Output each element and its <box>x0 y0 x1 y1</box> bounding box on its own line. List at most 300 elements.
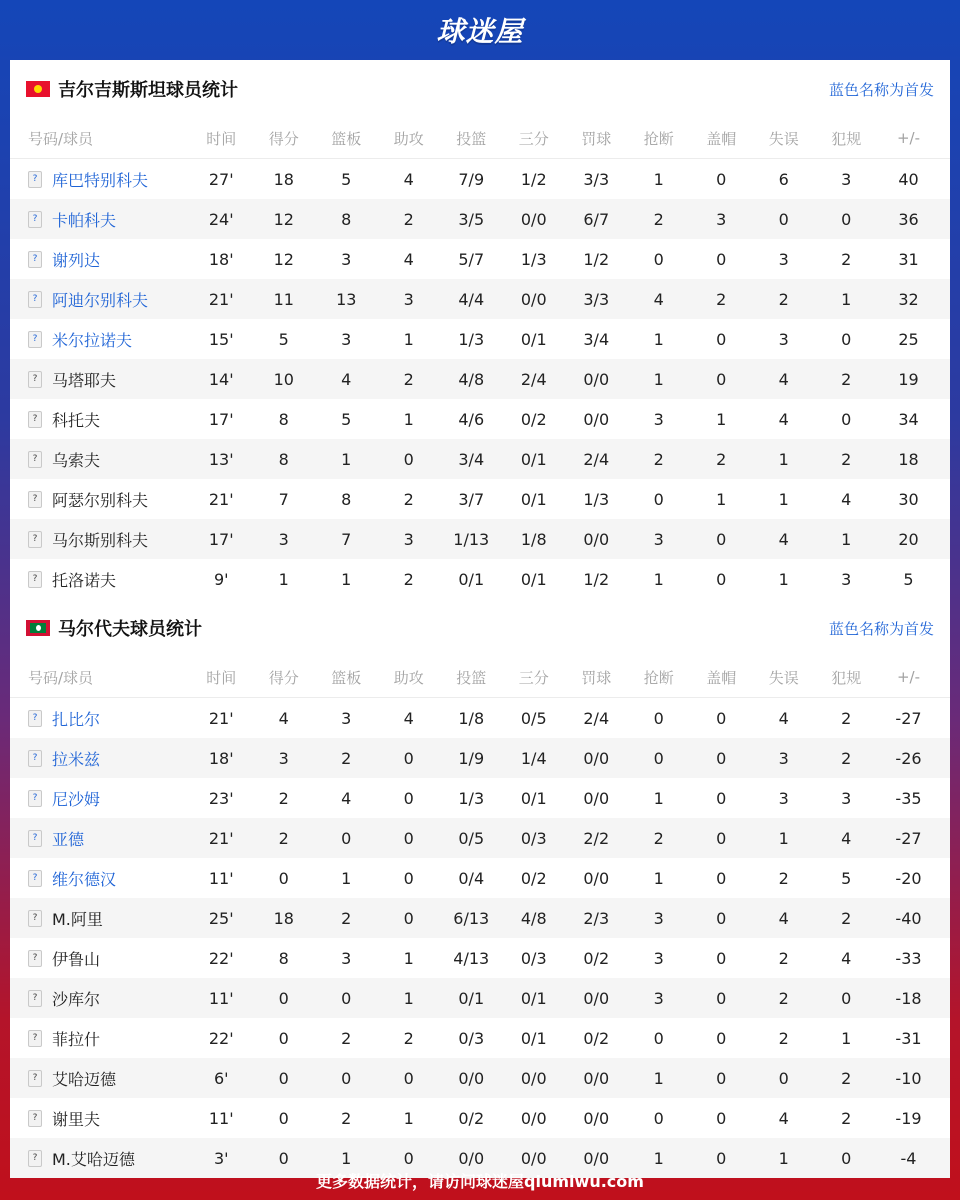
stat-cell: 2 <box>341 1028 352 1048</box>
stat-cell: 2 <box>778 988 789 1008</box>
player-cell <box>10 488 190 511</box>
stat-cell: 8 <box>278 449 289 469</box>
stat-cell: 8 <box>341 209 352 229</box>
column-header: 时间 <box>206 668 237 687</box>
stat-cell: 8 <box>278 948 289 968</box>
app-header <box>0 0 960 60</box>
stat-cell: 0/0 <box>583 529 610 549</box>
column-header: 失误 <box>768 668 799 687</box>
stat-cell: 0 <box>278 988 289 1008</box>
player-cell <box>10 787 190 810</box>
stat-cell: 11' <box>208 988 234 1008</box>
stat-cell: 18 <box>898 449 919 469</box>
player-cell <box>10 408 190 431</box>
table-row[interactable] <box>10 319 950 359</box>
kyrgyzstan-flag-icon <box>26 81 50 97</box>
stat-cell: 0 <box>278 1068 289 1088</box>
stat-cell: 1 <box>778 449 789 469</box>
stat-cell: 0/1 <box>520 988 547 1008</box>
stat-cell: 18 <box>273 169 294 189</box>
section-header <box>10 60 950 118</box>
stat-cell: 1/8 <box>458 708 485 728</box>
column-header: 得分 <box>268 668 299 687</box>
stat-cell: 4 <box>403 169 414 189</box>
stat-cell: 2 <box>403 489 414 509</box>
player-name[interactable]: 谢里夫 <box>52 1109 101 1129</box>
stat-cell: 23' <box>208 788 234 808</box>
stat-cell: 0 <box>778 209 789 229</box>
stat-cell: 0/0 <box>583 1108 610 1128</box>
player-cell <box>10 907 190 930</box>
column-header: 盖帽 <box>706 668 737 687</box>
stat-cell: -26 <box>895 748 922 768</box>
table-row[interactable] <box>10 479 950 519</box>
stat-cell: 4 <box>778 908 789 928</box>
stat-cell: 22' <box>208 948 234 968</box>
player-name[interactable]: 伊鲁山 <box>52 949 101 969</box>
table-row[interactable] <box>10 519 950 559</box>
stat-cell: 0/5 <box>520 708 547 728</box>
footer-banner <box>0 1160 960 1200</box>
player-name[interactable]: 马塔耶夫 <box>52 370 117 390</box>
stat-cell: 0 <box>716 708 727 728</box>
table-row[interactable] <box>10 359 950 399</box>
stat-cell: 2 <box>778 289 789 309</box>
stat-cell: 25 <box>898 329 919 349</box>
stat-cell: 1 <box>653 569 664 589</box>
column-header: 抢断 <box>643 129 674 148</box>
stat-cell: 0 <box>341 1068 352 1088</box>
player-avatar-icon: ? <box>28 171 42 188</box>
stat-cell: 2 <box>841 249 852 269</box>
stat-cell: 2/4 <box>583 708 610 728</box>
stat-cell: 5 <box>341 169 352 189</box>
stat-cell: 15' <box>208 329 234 349</box>
stat-cell: 0 <box>716 1148 727 1168</box>
stat-cell: 0/0 <box>583 868 610 888</box>
player-cell <box>10 987 190 1010</box>
column-header: +/- <box>896 129 921 147</box>
player-name[interactable]: 维尔德汉 <box>52 869 117 889</box>
player-name[interactable]: 马尔斯别科夫 <box>52 530 149 550</box>
stat-cell: 1 <box>778 1148 789 1168</box>
stat-cell: -10 <box>895 1068 922 1088</box>
stat-cell: 1/4 <box>520 748 547 768</box>
stat-cell: 1 <box>653 329 664 349</box>
stat-cell: 1 <box>403 948 414 968</box>
stat-cell: 2/2 <box>583 828 610 848</box>
player-avatar-icon: ? <box>28 451 42 468</box>
stat-cell: 18 <box>273 908 294 928</box>
player-cell <box>10 827 190 850</box>
stat-cell: 6/13 <box>453 908 490 928</box>
site-logo[interactable]: 球迷屋 <box>436 15 524 48</box>
team-title: 马尔代夫球员统计 <box>58 619 202 640</box>
stat-cell: 0/2 <box>520 409 547 429</box>
stat-cell: 4 <box>841 828 852 848</box>
stat-cell: 3 <box>841 169 852 189</box>
column-header: 三分 <box>518 129 549 148</box>
stat-cell: 0 <box>716 169 727 189</box>
team-section <box>10 60 950 599</box>
table-row[interactable] <box>10 778 950 818</box>
player-cell <box>10 528 190 551</box>
stat-cell: -31 <box>895 1028 922 1048</box>
table-row[interactable] <box>10 439 950 479</box>
stat-cell: 0 <box>716 908 727 928</box>
stat-cell: 0 <box>278 1108 289 1128</box>
stat-cell: 0/0 <box>583 1068 610 1088</box>
stats-card <box>10 60 950 1169</box>
stat-cell: 2/3 <box>583 908 610 928</box>
stat-cell: 2 <box>278 828 289 848</box>
stat-cell: 19 <box>898 369 919 389</box>
player-cell <box>10 568 190 591</box>
stat-cell: 0/1 <box>520 329 547 349</box>
stat-cell: 12 <box>273 249 294 269</box>
stat-cell: 0/0 <box>520 1108 547 1128</box>
stat-cell: 0/2 <box>520 868 547 888</box>
column-header: 投篮 <box>456 668 487 687</box>
stat-cell: 0/5 <box>458 828 485 848</box>
stat-cell: 0 <box>403 828 414 848</box>
stat-cell: 21' <box>208 708 234 728</box>
player-name[interactable]: 谢列达 <box>52 250 101 270</box>
player-avatar-icon: ? <box>28 211 42 228</box>
stat-cell: 1 <box>403 988 414 1008</box>
stat-cell: 1 <box>653 1148 664 1168</box>
stat-cell: 13 <box>336 289 357 309</box>
stat-cell: 13' <box>208 449 234 469</box>
stat-cell: 2/4 <box>520 369 547 389</box>
stat-cell: -19 <box>895 1108 922 1128</box>
stat-cell: 0/0 <box>520 209 547 229</box>
stat-cell: 0/3 <box>520 948 547 968</box>
player-name[interactable]: 托洛诺夫 <box>52 570 117 590</box>
table-row[interactable] <box>10 898 950 938</box>
table-row[interactable] <box>10 938 950 978</box>
stat-cell: 7 <box>341 529 352 549</box>
stat-cell: 0/0 <box>458 1148 485 1168</box>
stat-cell: 0 <box>341 988 352 1008</box>
player-cell <box>10 747 190 770</box>
stat-cell: 1/3 <box>458 329 485 349</box>
player-name[interactable]: 菲拉什 <box>52 1029 101 1049</box>
player-name[interactable]: M.艾哈迈德 <box>52 1149 135 1169</box>
stat-cell: 11 <box>273 289 294 309</box>
stat-cell: 4 <box>841 489 852 509</box>
stat-cell: 4 <box>341 369 352 389</box>
player-name[interactable]: 卡帕科夫 <box>52 210 117 230</box>
stat-cell: -20 <box>895 868 922 888</box>
stat-cell: 0 <box>653 249 664 269</box>
stat-cell: 3/5 <box>458 209 485 229</box>
stat-cell: 0 <box>403 788 414 808</box>
stat-cell: 5 <box>841 868 852 888</box>
stat-cell: 2 <box>403 209 414 229</box>
stat-cell: 2 <box>778 868 789 888</box>
stat-cell: 0 <box>403 868 414 888</box>
stat-cell: 30 <box>898 489 919 509</box>
table-row[interactable] <box>10 559 950 599</box>
stat-cell: 3 <box>778 748 789 768</box>
table-row[interactable] <box>10 1018 950 1058</box>
column-header: 号码/球员 <box>28 129 94 148</box>
stat-cell: 1 <box>653 868 664 888</box>
stat-cell: 1 <box>716 409 727 429</box>
stat-cell: 4 <box>778 1108 789 1128</box>
stat-cell: 2 <box>716 449 727 469</box>
column-header: 号码/球员 <box>28 668 94 687</box>
stat-cell: 1/3 <box>520 249 547 269</box>
stat-cell: 4 <box>778 529 789 549</box>
stat-cell: -40 <box>895 908 922 928</box>
stat-cell: 0 <box>716 1068 727 1088</box>
column-header: 罚球 <box>581 129 612 148</box>
stat-cell: 1/3 <box>458 788 485 808</box>
table-row[interactable] <box>10 738 950 778</box>
stat-cell: 1 <box>653 1068 664 1088</box>
stat-cell: 0/0 <box>583 409 610 429</box>
player-name[interactable]: 扎比尔 <box>52 709 101 729</box>
stat-cell: 1 <box>841 1028 852 1048</box>
stat-cell: 2 <box>341 1108 352 1128</box>
table-row[interactable] <box>10 858 950 898</box>
stat-cell: 0 <box>841 409 852 429</box>
table-row[interactable] <box>10 698 950 738</box>
stat-cell: 1/2 <box>583 249 610 269</box>
stat-cell: 0/1 <box>458 569 485 589</box>
team-title: 吉尔吉斯斯坦球员统计 <box>58 80 238 101</box>
player-table <box>10 159 950 599</box>
stat-cell: 4/4 <box>458 289 485 309</box>
player-cell <box>10 168 190 191</box>
stat-cell: 0 <box>716 1108 727 1128</box>
stat-cell: 2 <box>341 908 352 928</box>
stat-cell: 3 <box>841 569 852 589</box>
stat-cell: 0 <box>278 1148 289 1168</box>
stat-cell: 4 <box>653 289 664 309</box>
stat-cell: -33 <box>895 948 922 968</box>
stat-cell: -18 <box>895 988 922 1008</box>
stat-cell: 5 <box>278 329 289 349</box>
column-header: 失误 <box>768 129 799 148</box>
stat-cell: 20 <box>898 529 919 549</box>
player-name[interactable]: 拉米兹 <box>52 749 101 769</box>
table-row[interactable] <box>10 239 950 279</box>
player-name[interactable]: M.阿里 <box>52 909 103 929</box>
stat-cell: 40 <box>898 169 919 189</box>
stat-cell: 3 <box>653 529 664 549</box>
stat-cell: 18' <box>208 249 234 269</box>
stat-cell: 0/1 <box>520 788 547 808</box>
stat-cell: 1 <box>653 369 664 389</box>
stat-cell: 0 <box>653 489 664 509</box>
stat-cell: 0 <box>716 529 727 549</box>
stat-cell: 0 <box>653 708 664 728</box>
stat-cell: 0 <box>653 1028 664 1048</box>
player-avatar-icon: ? <box>28 1150 42 1167</box>
column-header: 犯规 <box>831 129 862 148</box>
stat-cell: 2/4 <box>583 449 610 469</box>
stat-cell: 2 <box>778 1028 789 1048</box>
stat-cell: 1 <box>841 529 852 549</box>
stat-cell: 5 <box>341 409 352 429</box>
player-name[interactable]: 科托夫 <box>52 410 101 430</box>
player-cell <box>10 867 190 890</box>
stat-cell: 2 <box>841 449 852 469</box>
stat-cell: 10 <box>273 369 294 389</box>
column-header: 抢断 <box>643 668 674 687</box>
player-avatar-icon: ? <box>28 251 42 268</box>
stat-cell: 0/0 <box>583 369 610 389</box>
stat-cell: 2 <box>653 209 664 229</box>
stat-cell: 0/0 <box>520 289 547 309</box>
table-row[interactable] <box>10 1058 950 1098</box>
stat-cell: 0 <box>778 1068 789 1088</box>
player-name[interactable]: 艾哈迈德 <box>52 1069 117 1089</box>
stat-cell: 5/7 <box>458 249 485 269</box>
stat-cell: 1 <box>341 868 352 888</box>
player-avatar-icon: ? <box>28 750 42 767</box>
stat-cell: 8 <box>341 489 352 509</box>
stat-cell: 8 <box>278 409 289 429</box>
stat-cell: 0/3 <box>520 828 547 848</box>
player-name[interactable]: 沙库尔 <box>52 989 101 1009</box>
stat-cell: 1 <box>778 569 789 589</box>
stat-cell: 0 <box>278 1028 289 1048</box>
stat-cell: 1/3 <box>583 489 610 509</box>
stat-cell: 17' <box>208 409 234 429</box>
player-name[interactable]: 乌索夫 <box>52 450 101 470</box>
stat-cell: 0/1 <box>520 569 547 589</box>
stat-cell: 1 <box>403 329 414 349</box>
stat-cell: 12 <box>273 209 294 229</box>
stat-cell: 24' <box>208 209 234 229</box>
player-cell <box>10 448 190 471</box>
stat-cell: 4/8 <box>520 908 547 928</box>
stat-cell: 0 <box>403 748 414 768</box>
stat-cell: 3/4 <box>583 329 610 349</box>
stat-cell: 0/1 <box>520 449 547 469</box>
stat-cell: 3 <box>778 788 789 808</box>
column-header: 得分 <box>268 129 299 148</box>
stat-cell: 3 <box>653 908 664 928</box>
stat-cell: 25' <box>208 908 234 928</box>
stat-cell: 4 <box>841 948 852 968</box>
stat-cell: 0/2 <box>458 1108 485 1128</box>
stat-cell: 2 <box>341 748 352 768</box>
column-header: 篮板 <box>331 129 362 148</box>
stat-cell: 0 <box>403 1068 414 1088</box>
stat-cell: 1 <box>653 169 664 189</box>
player-name[interactable]: 库巴特别科夫 <box>52 170 149 190</box>
table-row[interactable] <box>10 1098 950 1138</box>
player-avatar-icon: ? <box>28 990 42 1007</box>
maldives-flag-icon <box>26 620 50 636</box>
stat-cell: 0 <box>716 369 727 389</box>
stat-cell: 3/3 <box>583 169 610 189</box>
player-cell <box>10 328 190 351</box>
player-name[interactable]: 亚德 <box>52 829 85 849</box>
player-name[interactable]: 阿迪尔别科夫 <box>52 290 149 310</box>
player-name[interactable]: 阿瑟尔别科夫 <box>52 490 149 510</box>
stat-cell: 0 <box>841 209 852 229</box>
player-avatar-icon: ? <box>28 1110 42 1127</box>
stat-cell: 2 <box>653 828 664 848</box>
stat-cell: 0/0 <box>520 1148 547 1168</box>
player-avatar-icon: ? <box>28 830 42 847</box>
table-row[interactable] <box>10 279 950 319</box>
stat-cell: 3 <box>653 948 664 968</box>
stat-cell: 3 <box>403 529 414 549</box>
stat-cell: 1 <box>341 449 352 469</box>
table-row[interactable] <box>10 399 950 439</box>
table-row[interactable] <box>10 159 950 199</box>
team-section <box>10 599 950 1178</box>
player-avatar-icon: ? <box>28 491 42 508</box>
player-name[interactable]: 米尔拉诺夫 <box>52 330 133 350</box>
stat-cell: 4 <box>778 369 789 389</box>
player-name[interactable]: 尼沙姆 <box>52 789 101 809</box>
stat-cell: 3 <box>341 329 352 349</box>
table-row[interactable] <box>10 818 950 858</box>
footer-text[interactable]: 更多数据统计，请访问球迷屋qiumiwu.com <box>316 1171 644 1191</box>
stat-cell: 3 <box>653 988 664 1008</box>
stat-cell: 17' <box>208 529 234 549</box>
stat-cell: 3 <box>341 249 352 269</box>
stat-cell: 0/2 <box>583 948 610 968</box>
stat-cell: 0 <box>403 908 414 928</box>
stat-cell: 4 <box>778 409 789 429</box>
stat-cell: 2 <box>778 948 789 968</box>
player-cell <box>10 248 190 271</box>
stat-cell: 0/0 <box>520 1068 547 1088</box>
column-header: 篮板 <box>331 668 362 687</box>
stat-cell: 0/3 <box>458 1028 485 1048</box>
stat-cell: 0 <box>841 329 852 349</box>
table-row[interactable] <box>10 978 950 1018</box>
stat-cell: 7 <box>278 489 289 509</box>
stat-cell: 2 <box>403 569 414 589</box>
stat-cell: -35 <box>895 788 922 808</box>
stat-cell: 3 <box>278 529 289 549</box>
column-header: 助攻 <box>393 129 424 148</box>
column-header: +/- <box>896 668 921 686</box>
stat-cell: 22' <box>208 1028 234 1048</box>
stat-cell: 0 <box>653 1108 664 1128</box>
stat-cell: 1/13 <box>453 529 490 549</box>
stat-cell: 9' <box>213 569 229 589</box>
stat-cell: 0 <box>403 1148 414 1168</box>
player-cell <box>10 288 190 311</box>
stat-cell: 0 <box>716 329 727 349</box>
stat-cell: 2 <box>841 908 852 928</box>
player-cell <box>10 707 190 730</box>
player-avatar-icon: ? <box>28 371 42 388</box>
stat-cell: 2 <box>403 1028 414 1048</box>
stat-cell: 2 <box>403 369 414 389</box>
stat-cell: 0 <box>841 988 852 1008</box>
stat-cell: -27 <box>895 828 922 848</box>
player-avatar-icon: ? <box>28 710 42 727</box>
section-title <box>26 615 202 641</box>
table-row[interactable] <box>10 199 950 239</box>
stat-cell: 2 <box>716 289 727 309</box>
player-avatar-icon: ? <box>28 1070 42 1087</box>
stat-cell: 0/4 <box>458 868 485 888</box>
player-avatar-icon: ? <box>28 790 42 807</box>
